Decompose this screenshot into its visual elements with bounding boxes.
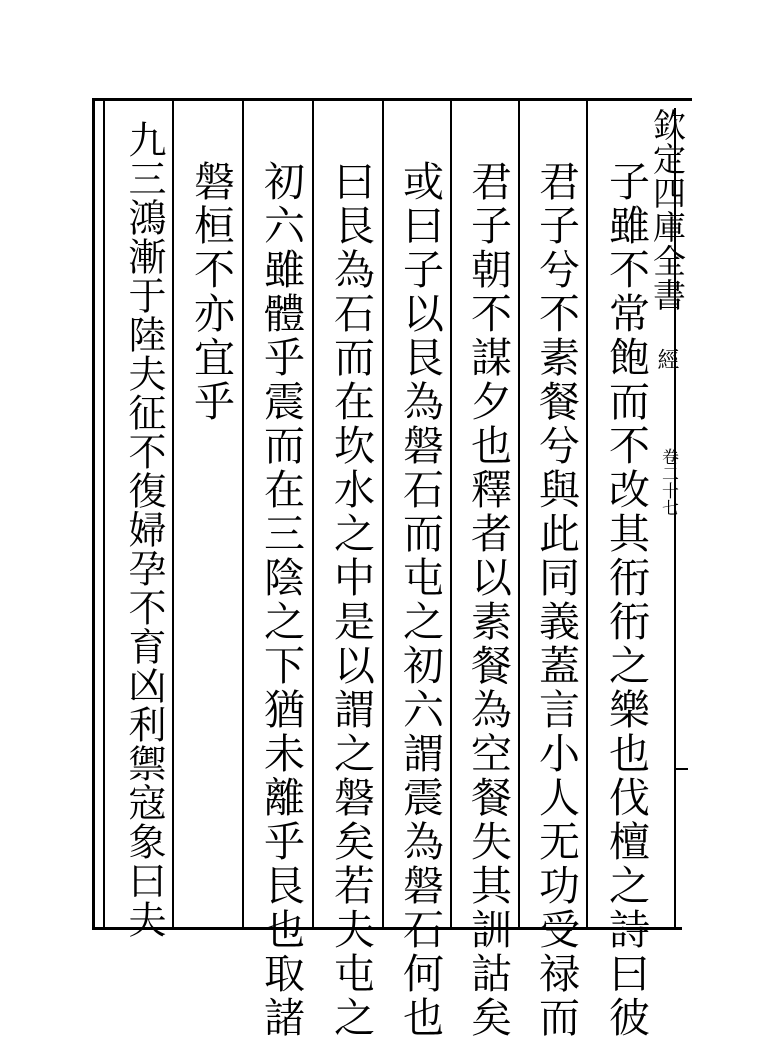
text-column-2: 君子兮不素餐兮與此同義蓋言小人无功受禄而 [532, 160, 580, 1040]
text-column-6: 初六雖體乎震而在三陰之下猶未離乎艮也取諸 [257, 160, 305, 1040]
text-column-8: 九三鴻漸于陸夫征不復婦孕不育凶利禦寇象曰夫 [122, 120, 166, 939]
margin-tick [676, 768, 688, 770]
volume-label: 卷二十七 [658, 448, 678, 516]
margin-column [648, 108, 688, 928]
column-divider [586, 101, 588, 927]
page-frame [92, 98, 682, 930]
text-column-4: 或曰子以艮為磐石而屯之初六謂震為磐石何也 [396, 160, 444, 1040]
text-column-5: 曰艮為石而在坎水之中是以謂之磐矣若夫屯之 [327, 160, 375, 1040]
column-divider [172, 101, 174, 927]
frame-top-rule [92, 98, 692, 101]
text-column-3: 君子朝不謀夕也釋者以素餐為空餐失其訓詁矣 [464, 160, 512, 1040]
column-divider [518, 101, 520, 927]
text-column-7: 磐桓不亦宜乎 [187, 160, 235, 424]
book-title: 欽定四庫全書 [648, 108, 687, 312]
text-column-1: 子雖不常飽而不改其衎衎之樂也伐檀之詩曰彼 [602, 160, 650, 1040]
column-divider [242, 101, 244, 927]
frame-inner-left-rule [103, 101, 105, 927]
column-divider [312, 101, 314, 927]
column-divider [450, 101, 452, 927]
section-mark: 經 [654, 348, 679, 370]
column-divider [382, 101, 384, 927]
